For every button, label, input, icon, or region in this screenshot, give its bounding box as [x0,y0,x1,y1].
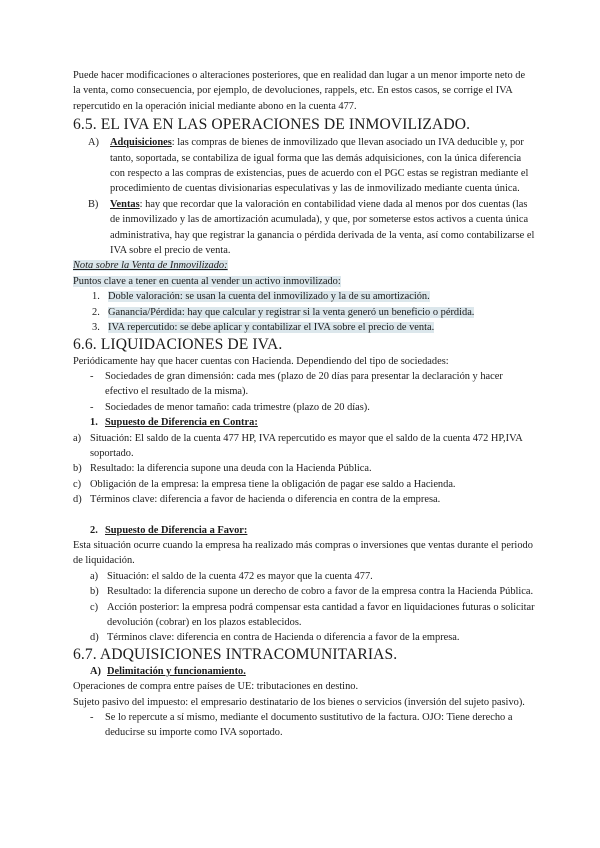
s67-bullet-list [73,710,535,741]
intro-paragraph: Puede hacer modificaciones o alteraciones posteriores, que en realidad dan lugar a un menor importe neto de la venta, como consecuencia, por ejemplo, de devoluciones, rappels, etc. En estos casos, se corrige el IVA repercutido en la operación inicial mediante abono en la cuenta 477. [73,70,526,112]
section-heading-6-5: 6.5. EL IVA EN LAS OPERACIONES DE INMOVILIZADO. [73,116,471,134]
item-marker: b) [90,586,99,598]
list-item [73,400,535,415]
bullet-dash: - [90,370,94,382]
s66-bullet-list [73,369,535,415]
list-item [73,197,535,259]
list-item [73,492,535,507]
item-marker: 3. [92,322,100,334]
item-text: Obligación de la empresa: la empresa tiene la obligación de pagar ese saldo a Hacienda. [90,478,456,490]
item-text: Ganancia/Pérdida: hay que calcular y registrar si la venta generó un beneficio o pérdida. [108,306,475,318]
case2-title: 2. Supuesto de Diferencia a Favor: [90,524,248,536]
item-text: Sociedades de gran dimensión: cada mes (plazo de 20 días para presentar la declaración y hacer efectivo el resultado de la misma). [105,370,503,398]
s67-line-1: Operaciones de compra entre países de UE: tributaciones en destino. [73,681,359,693]
item-text: Doble valoración: se usan la cuenta del inmovilizado y la de su amortización. [108,291,430,303]
item-marker: B) [88,198,99,210]
item-term: Adquisiciones [110,137,172,149]
item-text: Situación: el saldo de la cuenta 472 es mayor que la cuenta 477. [107,570,373,582]
item-text: Acción posterior: la empresa podrá compensar esta cantidad a favor en liquidaciones futuras o solicitar devolución (cobrar) en los plazos establecidos. [107,601,535,628]
s66-intro: Periódicamente hay que hacer cuentas con Hacienda. Dependiendo del tipo de sociedades: [73,355,449,367]
item-marker: b) [73,463,82,475]
list-item [73,461,535,476]
item-marker: c) [73,478,82,490]
document-page [73,68,535,741]
item-text: Términos clave: diferencia a favor de hacienda o diferencia en contra de la empresa. [90,494,441,506]
case2-intro: Esta situación ocurre cuando la empresa ha realizado más compras o inversiones que ventas durante el periodo de liquidación. [73,539,533,567]
list-item [73,320,535,335]
s65-item-list [73,135,535,258]
item-marker: 1. [92,291,100,303]
item-text: Términos clave: diferencia en contra de Hacienda o diferencia a favor de la empresa. [107,632,460,644]
list-item [73,369,535,400]
item-text: Resultado: la diferencia supone un derecho de cobro a favor de la empresa contra la Hacienda Pública. [107,586,534,598]
item-body: : las compras de bienes de inmovilizado que llevan asociado un IVA deducible y, por tanto, soportada, se contabiliza de igual forma que las demás adquisiciones, con la única diferencia con respecto a las compras de existencias, pues de acuerdo con el PGC estas se registran mediante el procedimiento de cuentas divisionarias especulativas y las de inmovilizado mediante cuenta única. [110,137,529,195]
item-marker: c) [90,601,99,613]
list-item [73,431,535,462]
bullet-dash: - [90,401,94,413]
note-title: Nota sobre la Venta de Inmovilizado: [73,260,228,272]
case1-title: 1. Supuesto de Diferencia en Contra: [90,417,258,429]
case2-list [73,569,535,646]
item-term: Ventas [110,198,140,210]
list-item [73,584,535,599]
section-heading-6-7: 6.7. ADQUISICIONES INTRACOMUNITARIAS. [73,645,398,663]
bullet-dash: - [90,712,94,724]
item-text [110,135,535,197]
item-marker: 2. [92,306,100,318]
list-item [73,289,535,304]
item-marker: d) [90,632,99,644]
note-list [73,289,535,335]
item-marker: d) [73,494,82,506]
item-text: Sociedades de menor tamaño: cada trimestre (plazo de 20 días). [105,401,370,413]
list-item [73,569,535,584]
item-text: IVA repercutido: se debe aplicar y contabilizar el IVA sobre el precio de venta. [108,322,435,334]
item-body: : hay que recordar que la valoración en contabilidad viene dada al menos por dos cuentas (las de inmovilizado y las de amortización acumulada), y que, por someterse estos activos a cuenta única administrativa, hay que registrar la ganancia o pérdida derivada de la venta, así como contabilizarse el IVA sobre el precio de venta. [110,198,535,257]
case1-list [73,431,535,508]
item-marker: a) [90,570,99,582]
section-heading-6-6: 6.6. LIQUIDACIONES DE IVA. [73,335,283,353]
s67-line-2: Sujeto pasivo del impuesto: el empresario destinatario de los bienes o servicios (inversión del sujeto pasivo). [73,696,525,708]
item-text [110,197,535,259]
item-marker: A) [88,137,99,149]
list-item [73,305,535,320]
item-text: Resultado: la diferencia supone una deuda con la Hacienda Pública. [90,463,372,475]
item-marker: a) [73,432,82,444]
list-item [73,600,535,631]
list-item [73,630,535,645]
list-item [73,477,535,492]
item-text: Se lo repercute a sí mismo, mediante el documento sustitutivo de la factura. OJO: Tiene derecho a deducirse su importe como IVA soportado. [105,712,513,739]
item-text: Situación: El saldo de la cuenta 477 HP, IVA repercutido es mayor que el saldo de la cuenta 472 HP,IVA soportado. [90,432,523,459]
list-item [73,710,535,741]
s67-subheading: A) Delimitación y funcionamiento. [90,665,246,677]
note-intro: Puntos clave a tener en cuenta al vender un activo inmovilizado: [73,275,341,287]
list-item [73,135,535,197]
